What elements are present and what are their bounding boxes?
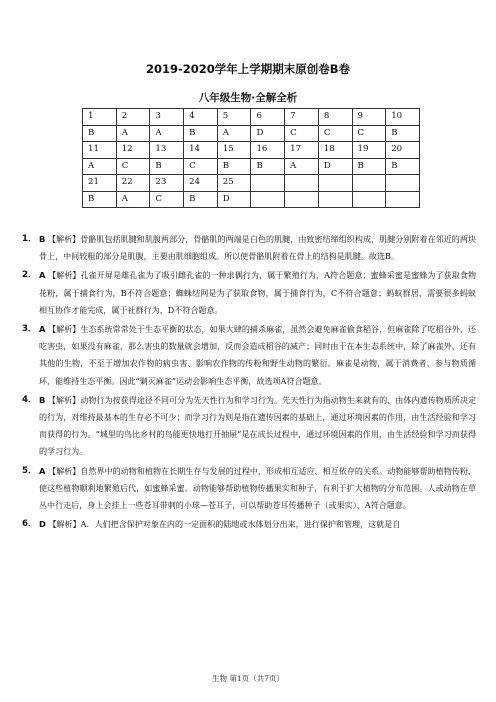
analysis-tag: 【解析】 bbox=[48, 271, 81, 281]
answer-table-cell bbox=[285, 175, 319, 192]
answer-table-cell: A bbox=[217, 125, 251, 142]
page-title: 2019-2020学年上学期期末原创卷B卷 bbox=[145, 62, 351, 76]
answer-table-cell bbox=[386, 175, 420, 192]
answer-table-cell: A bbox=[150, 125, 184, 142]
answer-table-cell: B bbox=[217, 158, 251, 175]
answer-explanation: 骨骼肌包括肌腱和肌腹两部分，骨骼肌的两端是白色的肌腱，由致密结缔组织构成，肌腱分别附着在邻近的两块骨上，中间较粗的部分是肌腹，主要由肌细胞组成。所以使骨骼肌附着在骨上的结构是肌腱。故选B。 bbox=[39, 235, 477, 262]
answer-table-cell: B bbox=[251, 158, 285, 175]
answer-letter: A bbox=[39, 324, 46, 335]
answer-number: 5． bbox=[22, 465, 37, 476]
answer-table-row bbox=[83, 142, 420, 159]
answer-key-table bbox=[82, 108, 420, 208]
answer-table-cell bbox=[386, 191, 420, 208]
answer-table-cell: 2 bbox=[116, 109, 150, 126]
answer-table-cell: A bbox=[285, 158, 319, 175]
answer-table-cell: 3 bbox=[150, 109, 184, 126]
answer-text-block bbox=[39, 231, 476, 265]
answer-table-cell bbox=[352, 191, 386, 208]
answer-table-cell: C bbox=[318, 125, 352, 142]
answer-text-block bbox=[39, 463, 476, 515]
answer-table-cell: C bbox=[116, 158, 150, 175]
answer-item bbox=[22, 516, 476, 533]
answer-table-cell: 24 bbox=[184, 175, 218, 192]
answer-table-cell: 6 bbox=[251, 109, 285, 126]
answer-explanations bbox=[22, 231, 476, 535]
answer-table-cell: D bbox=[251, 125, 285, 142]
answer-table-cell bbox=[318, 175, 352, 192]
answer-letter: D bbox=[39, 519, 46, 530]
answer-letter: B bbox=[39, 394, 46, 405]
answer-table-cell: B bbox=[386, 125, 420, 142]
answer-table-cell: B bbox=[83, 125, 117, 142]
answer-table-cell: 7 bbox=[285, 109, 319, 126]
analysis-tag: 【解析】 bbox=[48, 325, 81, 335]
answer-table-cell bbox=[251, 175, 285, 192]
answer-explanation: 孔雀开屏是雄孔雀为了吸引雌孔雀的一种求偶行为，属于繁殖行为，A符合题意；蜜蜂采蜜是蜜蜂为了获取食物花粉，属于捕食行为，B不符合题意；蜘蛛结网是为了获取食物，属于捕食行为，C不符合题意；蚂蚁群居，需要很多蚂蚁相互协作才能完成，属于社群行为，D不符合题意。 bbox=[39, 271, 477, 315]
analysis-tag: 【解析】 bbox=[48, 520, 81, 530]
answer-table-cell: 16 bbox=[251, 142, 285, 159]
answer-table-cell: A bbox=[116, 191, 150, 208]
answer-letter: A bbox=[39, 465, 46, 476]
answer-table-cell: B bbox=[184, 191, 218, 208]
answer-table-cell bbox=[352, 175, 386, 192]
page-footer: 生物 第1页（共7页） bbox=[212, 674, 284, 683]
answer-letter: B bbox=[39, 234, 46, 244]
analysis-tag: 【解析】 bbox=[47, 395, 81, 405]
answer-table-cell: 15 bbox=[217, 142, 251, 159]
answer-table-cell: C bbox=[150, 191, 184, 208]
answer-letter: A bbox=[39, 270, 46, 281]
answer-text-block bbox=[39, 267, 476, 319]
answer-text-block bbox=[39, 392, 476, 461]
answer-table-cell: 20 bbox=[386, 142, 420, 159]
answer-number: 1． bbox=[22, 234, 37, 244]
answer-table-row bbox=[83, 109, 420, 126]
answer-item bbox=[22, 463, 476, 515]
answer-table-cell: B bbox=[386, 158, 420, 175]
answer-table-cell: 21 bbox=[83, 175, 117, 192]
answer-table-cell: 8 bbox=[318, 109, 352, 126]
answer-table-row bbox=[83, 175, 420, 192]
answer-table-cell: B bbox=[352, 158, 386, 175]
answer-table-cell: 22 bbox=[116, 175, 150, 192]
answer-table-cell: 12 bbox=[116, 142, 150, 159]
answer-table-cell: B bbox=[184, 125, 218, 142]
answer-number: 6． bbox=[22, 519, 37, 530]
answer-table-cell: 11 bbox=[83, 142, 117, 159]
answer-item bbox=[22, 231, 476, 265]
answer-table-cell bbox=[285, 191, 319, 208]
answer-explanation: A．人们把含保护对象在内的一定面积的陆地或水体划分出来，进行保护和管理，这就是自 bbox=[80, 520, 401, 530]
answer-item bbox=[22, 321, 476, 390]
answer-number: 4． bbox=[22, 394, 37, 405]
answer-item bbox=[22, 392, 476, 461]
answer-text-block bbox=[39, 516, 476, 533]
answer-table-cell: 9 bbox=[352, 109, 386, 126]
answer-table-cell: A bbox=[116, 125, 150, 142]
page-subtitle: 八年级生物·全解全析 bbox=[198, 92, 298, 104]
answer-table-row bbox=[83, 158, 420, 175]
answer-text-block bbox=[39, 321, 476, 390]
answer-table-row bbox=[83, 125, 420, 142]
answer-table-cell: B bbox=[150, 158, 184, 175]
answer-table-cell: 23 bbox=[150, 175, 184, 192]
answer-explanation: 生态系统常常处于生态平衡的状态，如果大肆的捕杀麻雀，虽然会避免麻雀偷食稻谷，但麻雀除了吃稻谷外，还吃害虫，如果没有麻雀，那么害虫的数量就会增加，反而会造成稻谷的减产；同时由于在本生态系统中，除了麻雀外，还有其他的生物，不至于增加农作物的病虫害、影响农作物的传粉和野生动物的繁衍。麻雀是动物，属于消费者，参与物质循环，能维持生态平衡。因此“剿灭麻雀”运动会影响生态平衡，故选项A符合题意。 bbox=[39, 325, 477, 386]
answer-table-cell bbox=[251, 191, 285, 208]
answer-table-cell: A bbox=[83, 158, 117, 175]
answer-number: 2． bbox=[22, 270, 37, 281]
answer-table-cell: 19 bbox=[352, 142, 386, 159]
answer-table-row bbox=[83, 191, 420, 208]
analysis-tag: 【解析】 bbox=[48, 466, 81, 476]
answer-table-cell: 5 bbox=[217, 109, 251, 126]
answer-table-cell: D bbox=[217, 191, 251, 208]
answer-explanation: 动物行为按获得途径不同可分为先天性行为和学习行为。先天性行为指动物生来就有的、由体内遗传物质所决定的行为，对维持最基本的生存必不可少；而学习行为则是指在遗传因素的基础上，通过环境因素的作用，由生活经验和学习而获得的行为。“城里的鸟比乡村的鸟能更快地打开抽屉”是在成长过程中，通过环境因素的作用，由生活经验和学习而获得的学习行为。 bbox=[39, 395, 477, 457]
answer-item bbox=[22, 267, 476, 319]
answer-table-cell: 25 bbox=[217, 175, 251, 192]
answer-table-cell bbox=[318, 191, 352, 208]
answer-table-cell: 18 bbox=[318, 142, 352, 159]
answer-table-cell: D bbox=[318, 158, 352, 175]
answer-table-cell: 1 bbox=[83, 109, 117, 126]
answer-table-cell: C bbox=[184, 158, 218, 175]
answer-table-cell: 10 bbox=[386, 109, 420, 126]
analysis-tag: 【解析】 bbox=[47, 235, 81, 244]
answer-table-cell: 14 bbox=[184, 142, 218, 159]
answer-number: 3． bbox=[22, 324, 37, 335]
answer-table-cell: B bbox=[83, 191, 117, 208]
answer-table-cell: 13 bbox=[150, 142, 184, 159]
answer-table-cell: C bbox=[352, 125, 386, 142]
answer-table-cell: 17 bbox=[285, 142, 319, 159]
answer-table-cell: C bbox=[285, 125, 319, 142]
answer-explanation: 自然界中的动物和植物在长期生存与发展的过程中，形成相互适应、相互依存的关系。动物能够帮助植物传粉，使这些植物顺利地繁殖后代，如蜜蜂采蜜。动物能够帮助植物传播果实和种子，有利于扩大植物的分布范围。人或动物在草丛中行走后，身上会挂上一些苍耳带刺的小球—苍耳子，可以帮助苍耳传播种子（或果实），A符合题意。 bbox=[39, 466, 477, 511]
answer-table-cell: 4 bbox=[184, 109, 218, 126]
